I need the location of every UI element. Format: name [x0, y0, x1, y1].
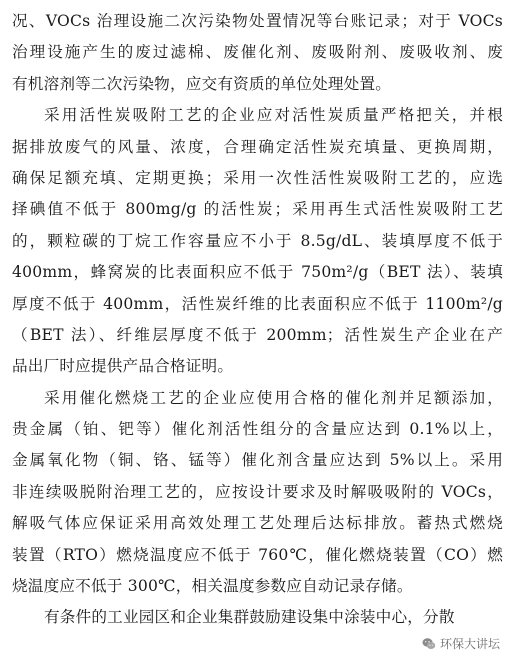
text-line: 择碘值不低于 800mg/g 的活性炭；采用再生式活性炭吸附工艺 — [12, 200, 503, 219]
text-line: 400mm，蜂窝炭的比表面积应不低于 750m²/g（BET 法）、装填 — [12, 263, 503, 282]
text-line: 金属氧化物（铜、铬、锰等）催化剂含量应达到 5%以上。采用 — [12, 451, 503, 470]
text-line: 确保足额充填、定期更换；采用一次性活性炭吸附工艺的，应选 — [12, 168, 503, 187]
text-line: 烧温度应不低于 300℃，相关温度参数应自动记录存储。 — [12, 577, 413, 596]
text-line: （BET 法）、纤维层厚度不低于 200mm；活性炭生产企业在产 — [12, 325, 503, 344]
text-line: 品出厂时应提供产品合格证明。 — [12, 357, 234, 376]
text-line: 解吸气体应保证采用高效处理工艺处理后达标排放。蓄热式燃烧 — [12, 514, 503, 533]
text-line: 的，颗粒碳的丁烷工作容量应不小于 8.5g/dL、装填厚度不低于 — [12, 231, 503, 250]
paragraph-start-line: 采用催化燃烧工艺的企业应使用合格的催化剂并足额添加， — [44, 388, 503, 407]
text-line: 治理设施产生的废过滤棉、废催化剂、废吸附剂、废吸收剂、废 — [12, 43, 503, 62]
text-line: 有机溶剂等二次污染物，应交有资质的单位处理处置。 — [12, 74, 392, 93]
wechat-icon — [422, 637, 436, 651]
watermark — [419, 634, 503, 653]
text-line: 贵金属（铂、钯等）催化剂活性组分的含量应达到 0.1%以上， — [12, 420, 503, 439]
text-line: 非连续吸脱附治理工艺的，应按设计要求及时解吸吸附的 VOCs， — [12, 482, 503, 501]
text-line: 况、VOCs 治理设施二次污染物处置情况等台账记录；对于 VOCs — [12, 12, 503, 30]
text-line: 装置（RTO）燃烧温度应不低于 760℃，催化燃烧装置（CO）燃 — [12, 545, 503, 564]
text-line: 据排放废气的风量、浓度，合理确定活性炭充填量、更换周期， — [12, 137, 503, 156]
paragraph-start-line: 有条件的工业园区和企业集群鼓励建设集中涂装中心，分散 — [44, 608, 455, 627]
paragraph-start-line: 采用活性炭吸附工艺的企业应对活性炭质量严格把关，并根 — [44, 106, 503, 125]
watermark-text: 环保大讲坛 — [439, 637, 500, 651]
text-line: 厚度不低于 400mm，活性炭纤维的比表面积应不低于 1100m²/g — [12, 294, 503, 313]
